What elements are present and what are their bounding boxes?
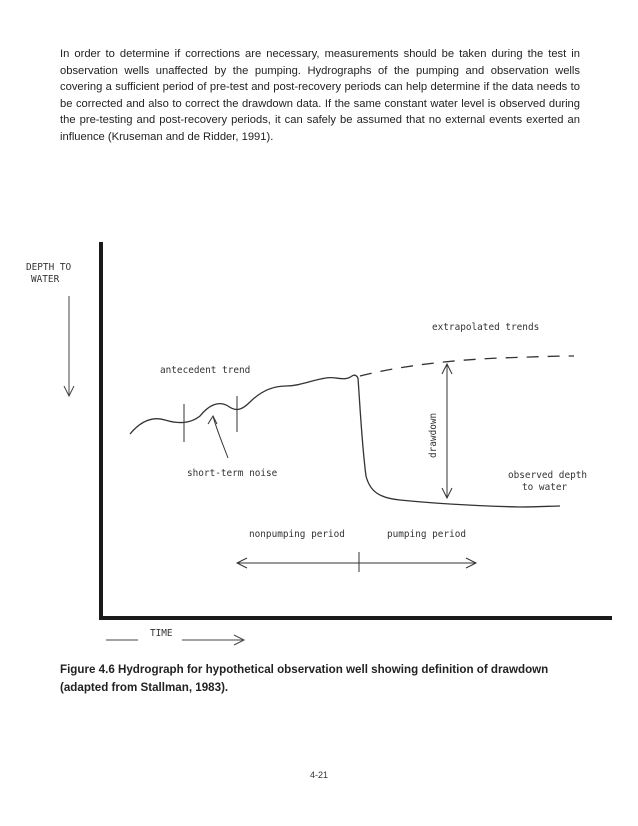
figure-caption: Figure 4.6 Hydrograph for hypothetical observation well showing definition of drawdown (adapted from Stallman, 1983). (60, 663, 549, 694)
y-axis-label-line1: DEPTH TO (26, 262, 72, 273)
page-number: 4-21 (309, 770, 328, 780)
extrapolated-trend-curve (360, 356, 574, 376)
period-arrow (237, 552, 476, 572)
y-direction-arrow (64, 296, 74, 396)
antecedent-trend-curve (130, 375, 358, 434)
observed-depth-label-line2: to water (522, 482, 568, 493)
hydrograph-drawing (0, 236, 638, 656)
short-term-noise-label: short-term noise (187, 468, 278, 479)
drawdown-label: drawdown (428, 412, 439, 458)
antecedent-trend-label: antecedent trend (160, 365, 251, 376)
hydrograph-figure (0, 236, 638, 656)
x-direction-arrow (182, 635, 244, 645)
noise-pointer-arrow (208, 416, 228, 458)
y-axis-label-line2: WATER (31, 274, 60, 285)
pumping-period-label: pumping period (387, 529, 467, 540)
body-paragraph: In order to determine if corrections are necessary, measurements should be taken during the test in observation wells unaffected by the pumping. Hydrographs of the pumping and observation wells covering a sufficient period of pre-test and post-recovery periods can help determine if the data needs to be corrected and also to correct the drawdown data. If the same constant water level is observed during the pre-testing and post-recovery periods, it can safely be assumed that no external events exerted an influence (Kruseman and de Ridder, 1991). (60, 48, 580, 143)
nonpumping-period-label: nonpumping period (249, 529, 345, 540)
extrapolated-trends-label: extrapolated trends (432, 322, 540, 333)
x-axis-label: TIME (150, 628, 173, 639)
drawdown-arrow (442, 364, 452, 498)
observed-depth-label-line1: observed depth (508, 470, 588, 481)
